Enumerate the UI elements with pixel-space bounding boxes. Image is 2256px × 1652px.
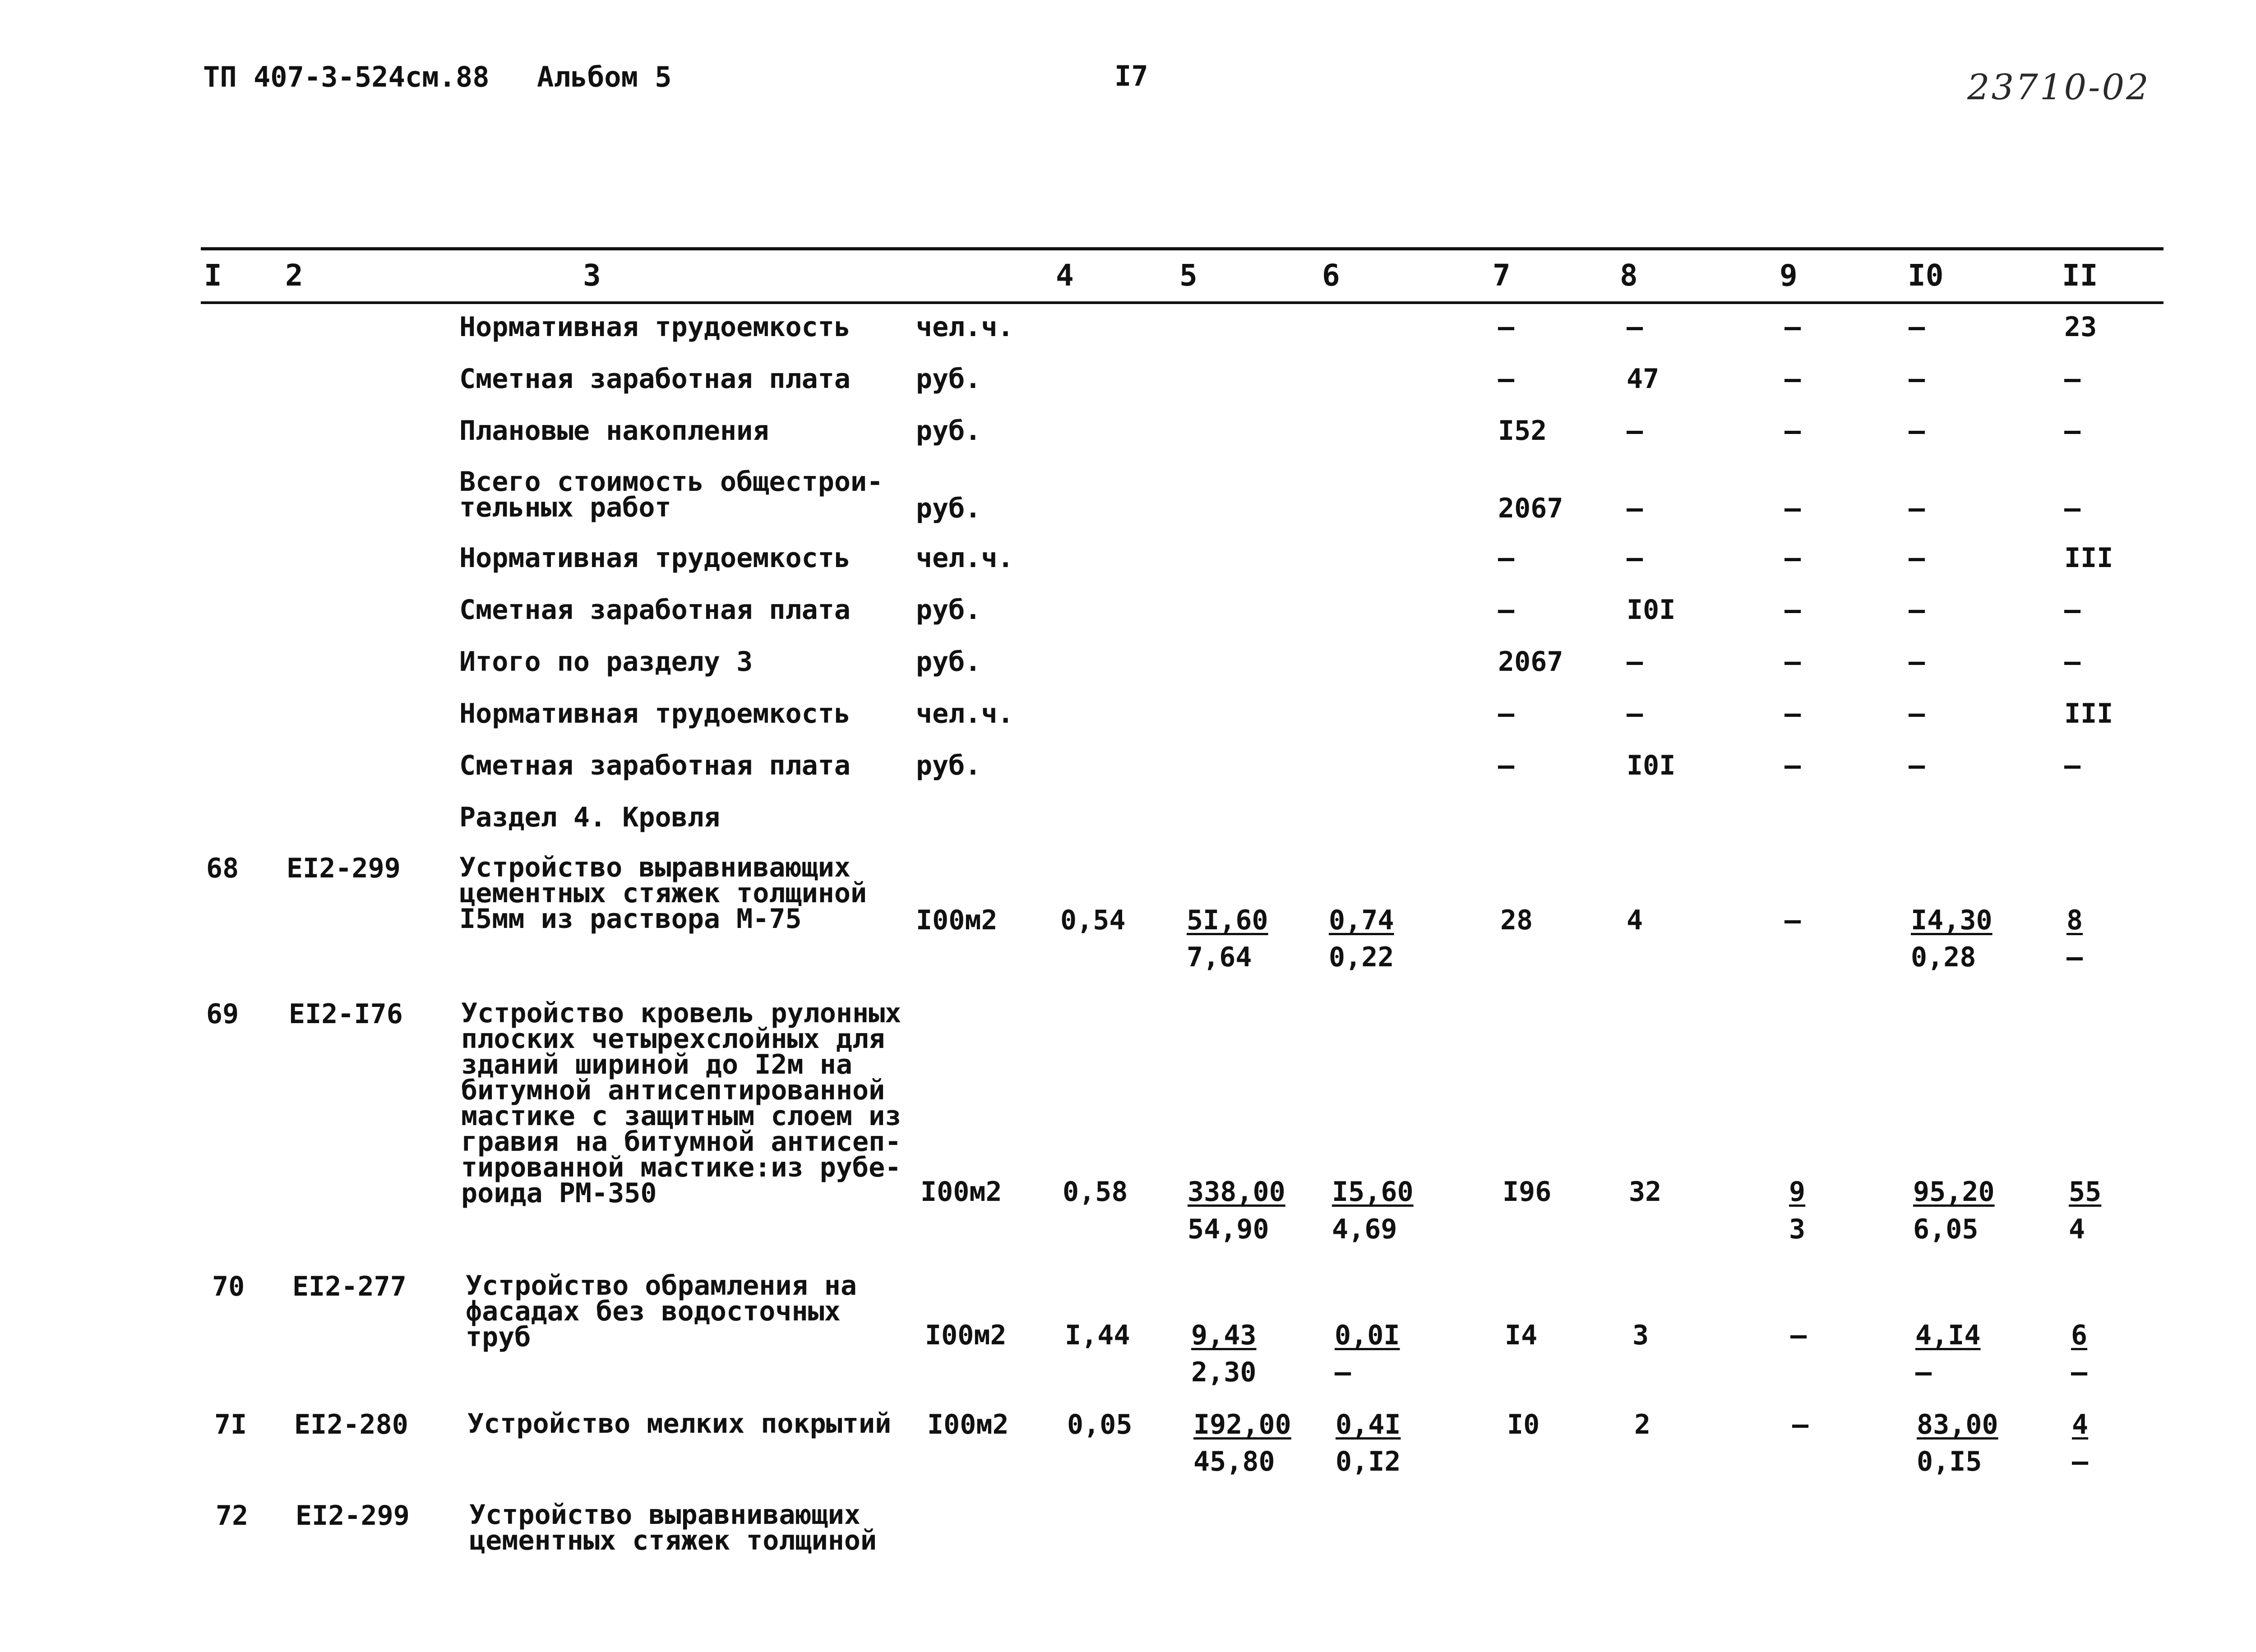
col11-sub-cell: – xyxy=(2071,1357,2088,1388)
row-label: Сметная заработная плата xyxy=(459,594,851,626)
col7-cell: – xyxy=(1498,698,1515,729)
col11-cell: III xyxy=(2064,698,2113,729)
col7-cell: 2067 xyxy=(1498,493,1563,524)
work-description: Устройство обрамления на фасадах без водосточных труб xyxy=(466,1270,857,1353)
col8-cell: I0I xyxy=(1627,594,1676,626)
col10-sub-cell: 0,I5 xyxy=(1917,1446,1982,1477)
col9-cell: – xyxy=(1784,698,1801,729)
unit-cell: руб. xyxy=(916,415,981,447)
col7-cell: 2067 xyxy=(1498,646,1563,678)
col8-cell: 3 xyxy=(1632,1320,1649,1351)
col9-cell: – xyxy=(1784,594,1801,626)
unit-cell: чел.ч. xyxy=(916,542,1014,574)
col9-cell: – xyxy=(1784,750,1801,781)
machine-wages: 4,69 xyxy=(1332,1214,1397,1245)
col8-cell: – xyxy=(1627,542,1643,574)
col8-cell: – xyxy=(1627,646,1643,678)
col10-cell: – xyxy=(1909,493,1925,524)
column-header: 3 xyxy=(583,258,601,293)
col8-cell: 32 xyxy=(1629,1176,1662,1208)
col10-cell: – xyxy=(1909,415,1925,447)
table-header-rule xyxy=(201,301,2164,304)
col10-sub-cell: 0,28 xyxy=(1911,941,1976,973)
unit-cost-total: 5I,60 xyxy=(1187,904,1268,936)
col11-cell: – xyxy=(2064,363,2081,395)
unit-cell: чел.ч. xyxy=(916,311,1014,343)
quantity-cell: 0,54 xyxy=(1060,904,1126,936)
column-header: I0 xyxy=(1908,258,1944,293)
col8-cell: 2 xyxy=(1634,1409,1651,1440)
item-number: 68 xyxy=(206,853,239,884)
col8-cell: I0I xyxy=(1627,750,1676,781)
col11-sub-cell: – xyxy=(2066,941,2083,973)
col10-sub-cell: 6,05 xyxy=(1913,1214,1979,1245)
column-header: 9 xyxy=(1780,258,1798,293)
col10-cell: – xyxy=(1909,542,1925,574)
col9-cell: – xyxy=(1790,1320,1807,1351)
col9-cell: – xyxy=(1784,415,1801,447)
col10-cell: – xyxy=(1909,646,1925,678)
col9-cell: – xyxy=(1784,363,1801,395)
col7-cell: I4 xyxy=(1505,1320,1538,1351)
page-number: I7 xyxy=(1114,60,1148,92)
col7-cell: 28 xyxy=(1500,904,1533,936)
item-number: 70 xyxy=(212,1271,245,1302)
section-title: Раздел 4. Кровля xyxy=(459,802,720,833)
col10-cell: I4,30 xyxy=(1911,904,1992,936)
unit-cost-total: 338,00 xyxy=(1188,1176,1285,1208)
col8-cell: – xyxy=(1627,415,1643,447)
archive-stamp-number: 23710-02 xyxy=(1967,67,2150,108)
col10-cell: 83,00 xyxy=(1917,1409,1998,1440)
quantity-cell: 0,05 xyxy=(1067,1409,1133,1440)
unit-cost-wages: 54,90 xyxy=(1188,1214,1269,1245)
table-top-rule xyxy=(201,247,2164,250)
col11-cell: 55 xyxy=(2069,1176,2102,1208)
row-label: Плановые накопления xyxy=(459,415,769,447)
row-label: Нормативная трудоемкость xyxy=(459,542,851,574)
column-header: II xyxy=(2062,258,2098,293)
row-label: Итого по разделу 3 xyxy=(459,646,753,678)
col9-cell: – xyxy=(1784,904,1801,936)
col11-sub-cell: – xyxy=(2072,1446,2089,1477)
col11-cell: – xyxy=(2064,646,2081,678)
col7-cell: – xyxy=(1498,750,1515,781)
row-label: Сметная заработная плата xyxy=(459,750,851,781)
unit-cost-total: I92,00 xyxy=(1193,1409,1291,1440)
item-number: 69 xyxy=(206,998,239,1030)
col8-cell: – xyxy=(1627,698,1643,729)
col7-cell: I52 xyxy=(1498,415,1547,447)
row-label: Всего стоимость общестрои- тельных работ xyxy=(459,466,883,523)
rate-code: EI2-299 xyxy=(296,1500,410,1532)
work-description: Устройство кровель рулонных плоских четырехслойных для зданий шириной до I2м на битумной антисептированной мастике с защитным слоем из гравия на битумной антисеп- тированной мастике:из рубе- роида РМ-350 xyxy=(461,997,901,1209)
col9-cell: 9 xyxy=(1789,1176,1806,1208)
work-description: Устройство выравнивающих цементных стяжек толщиной I5мм из раствора М-75 xyxy=(459,852,867,935)
col11-cell: – xyxy=(2064,493,2081,524)
rate-code: EI2-I76 xyxy=(289,998,403,1030)
item-number: 7I xyxy=(214,1409,247,1440)
col9-cell: – xyxy=(1792,1409,1809,1440)
col11-sub-cell: 4 xyxy=(2069,1214,2085,1245)
col9-cell: – xyxy=(1784,311,1801,343)
col11-cell: 8 xyxy=(2066,904,2083,936)
col7-cell: – xyxy=(1498,363,1515,395)
unit-cost-wages: 7,64 xyxy=(1187,941,1252,973)
rate-code: EI2-280 xyxy=(294,1409,408,1440)
col10-cell: – xyxy=(1909,363,1925,395)
col10-cell: – xyxy=(1909,750,1925,781)
col11-cell: 6 xyxy=(2071,1320,2088,1351)
col7-cell: – xyxy=(1498,542,1515,574)
col7-cell: I0 xyxy=(1507,1409,1540,1440)
machine-wages: 0,I2 xyxy=(1336,1446,1401,1477)
machine-wages: 0,22 xyxy=(1329,941,1394,973)
unit-cell: I00м2 xyxy=(920,1176,1002,1208)
col11-cell: – xyxy=(2064,750,2081,781)
col11-cell: 23 xyxy=(2064,311,2097,343)
col9-sub-cell: 3 xyxy=(1789,1214,1806,1245)
work-description: Устройство выравнивающих цементных стяжек толщиной xyxy=(469,1499,877,1556)
col10-cell: – xyxy=(1909,311,1925,343)
col10-cell: 4,I4 xyxy=(1915,1320,1981,1351)
machine-wages: – xyxy=(1335,1357,1351,1388)
album-label: Альбом 5 xyxy=(537,60,672,93)
col8-cell: 47 xyxy=(1627,363,1660,395)
item-number: 72 xyxy=(216,1500,249,1532)
quantity-cell: I,44 xyxy=(1065,1320,1130,1351)
column-header: 6 xyxy=(1322,258,1340,293)
col10-sub-cell: – xyxy=(1915,1357,1932,1388)
machine-cost: 0,74 xyxy=(1329,904,1394,936)
col7-cell: – xyxy=(1498,594,1515,626)
col11-cell: – xyxy=(2064,594,2081,626)
unit-cell: I00м2 xyxy=(925,1320,1007,1351)
col9-cell: – xyxy=(1784,542,1801,574)
col9-cell: – xyxy=(1784,493,1801,524)
col8-cell: 4 xyxy=(1627,904,1643,936)
column-header: 2 xyxy=(285,258,303,293)
document-code: ТП 407-3-524см.88 xyxy=(203,60,490,93)
col11-cell: 4 xyxy=(2072,1409,2089,1440)
col8-cell: – xyxy=(1627,493,1643,524)
unit-cell: чел.ч. xyxy=(916,698,1014,729)
unit-cell: руб. xyxy=(916,493,981,524)
column-header: 7 xyxy=(1493,258,1511,293)
col10-cell: – xyxy=(1909,594,1925,626)
work-description: Устройство мелких покрытий xyxy=(467,1408,892,1440)
row-label: Сметная заработная плата xyxy=(459,363,851,395)
unit-cell: руб. xyxy=(916,594,981,626)
column-header: 4 xyxy=(1056,258,1074,293)
machine-cost: 0,0I xyxy=(1335,1320,1400,1351)
col8-cell: – xyxy=(1627,311,1643,343)
unit-cell: руб. xyxy=(916,750,981,781)
machine-cost: I5,60 xyxy=(1332,1176,1414,1208)
col10-cell: 95,20 xyxy=(1913,1176,1995,1208)
column-header: I xyxy=(204,258,222,293)
machine-cost: 0,4I xyxy=(1336,1409,1401,1440)
quantity-cell: 0,58 xyxy=(1063,1176,1128,1208)
unit-cost-wages: 45,80 xyxy=(1193,1446,1275,1477)
unit-cell: руб. xyxy=(916,363,981,395)
col9-cell: – xyxy=(1784,646,1801,678)
col11-cell: – xyxy=(2064,415,2081,447)
col10-cell: – xyxy=(1909,698,1925,729)
rate-code: EI2-299 xyxy=(287,853,401,884)
unit-cell: руб. xyxy=(916,646,981,678)
column-header: 8 xyxy=(1620,258,1638,293)
row-label: Нормативная трудоемкость xyxy=(459,311,851,343)
col7-cell: I96 xyxy=(1502,1176,1552,1208)
row-label: Нормативная трудоемкость xyxy=(459,698,851,729)
unit-cost-wages: 2,30 xyxy=(1191,1357,1257,1388)
unit-cost-total: 9,43 xyxy=(1191,1320,1257,1351)
unit-cell: I00м2 xyxy=(927,1409,1009,1440)
col7-cell: – xyxy=(1498,311,1515,343)
col11-cell: III xyxy=(2064,542,2113,574)
rate-code: EI2-277 xyxy=(292,1271,407,1302)
column-header: 5 xyxy=(1179,258,1197,293)
unit-cell: I00м2 xyxy=(916,904,998,936)
